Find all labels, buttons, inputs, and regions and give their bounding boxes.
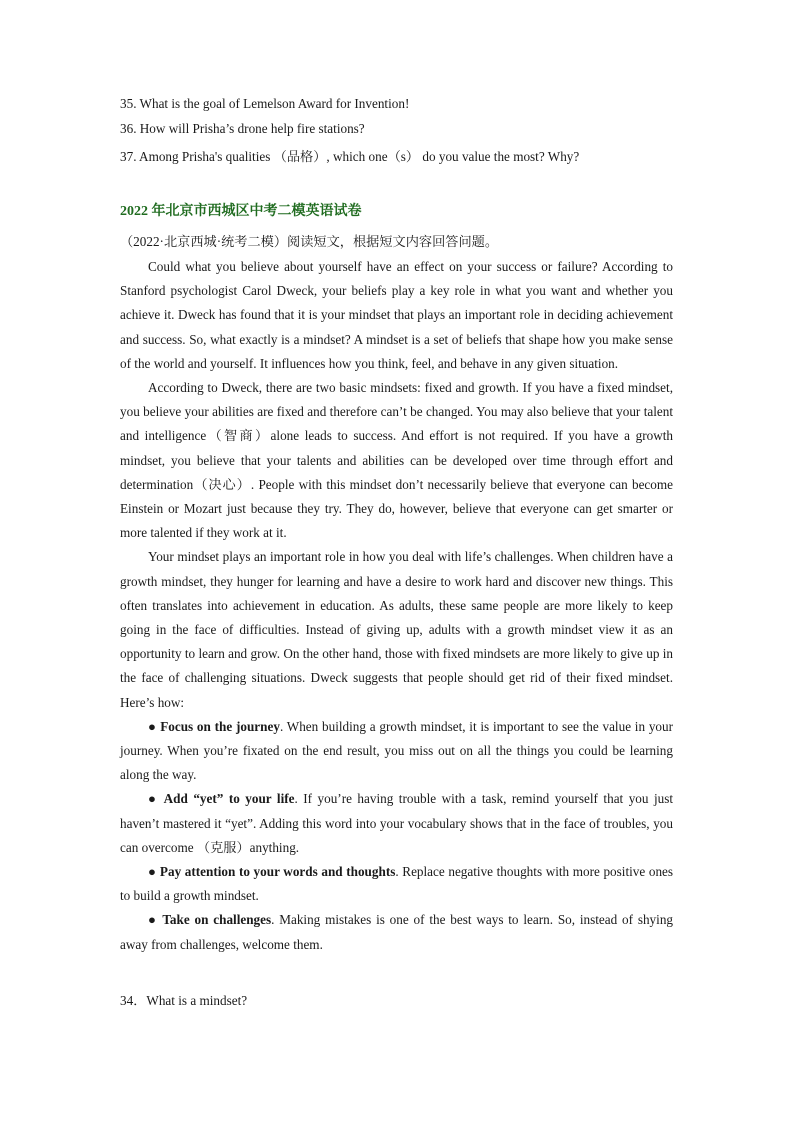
question-37: 37. Among Prisha's qualities （品格）, which one（s） do you value the most? Why? (120, 149, 580, 164)
section-title: 2022 年北京市西城区中考二模英语试卷 (120, 204, 362, 219)
paragraph-1: Could what you believe about yourself have an effect on your success or failure? According to Stanford psychologist Carol Dweck, your beliefs play a key role in what you want and whether you achieve it. Dweck has found that it is your mindset that plays an important role in deciding achievement and success. So, what exactly is a mindset? A mindset is a set of beliefs that shape how you make sense of the world and yourself. It influences how you think, feel, and behave in any given situation. (120, 259, 673, 371)
bullet-title: Pay attention to your words and thoughts (159, 864, 396, 880)
article-body (120, 255, 673, 957)
bullet-marker: ● (148, 791, 159, 807)
bullet-text: . Making mistakes is one of the best ways to learn. So, instead of shying away from challenges, welcome them. (120, 912, 674, 952)
bullet-marker: ● (148, 912, 158, 928)
bullet-text: . When building a growth mindset, it is important to see the value in your journey. When you’re fixated on the end result, you miss out on all the things you could be learning along the way. (120, 718, 674, 783)
bullet-text: . If you’re having trouble with a task, remind yourself that you just haven’t mastered it “yet”. Adding this word into your vocabulary shows that in the face of troubles, you can overcome （克服）anything. (120, 791, 674, 855)
question-35: 35. What is the goal of Lemelson Award for Invention! (120, 96, 410, 111)
bullet-4 (120, 908, 673, 956)
question-34: 34．What is a mindset? (120, 993, 248, 1008)
bullet-text: . Replace negative thoughts with more positive ones to build a growth mindset. (120, 864, 674, 904)
bullet-marker: ● (148, 864, 157, 880)
bullet-title: Take on challenges (162, 912, 272, 928)
question-36: 36. How will Prisha’s drone help fire stations? (120, 121, 365, 136)
paragraph-3: Your mindset plays an important role in how you deal with life’s challenges. When children have a growth mindset, they hunger for learning and have a desire to work hard and discover new things. This often translates into achievement in education. As adults, these same people are more likely to keep going in the face of difficulties. Instead of giving up, adults with a growth mindset view it as an opportunity to learn and grow. On the other hand, those with fixed mindsets are more likely to give up in the face of challenging situations. Dweck suggests that people should get rid of their fixed mindset. Here’s how: (120, 549, 673, 710)
bullet-title: Add “yet” to your life (163, 791, 295, 807)
bullet-3 (120, 860, 673, 908)
bullet-1 (120, 715, 673, 788)
paragraph-2: According to Dweck, there are two basic mindsets: fixed and growth. If you have a fixed mindset, you believe your abilities are fixed and therefore can’t be changed. You may also believe that your talent and intelligence（智商）alone leads to success. And effort is not required. If you have a growth mindset, you believe that your talents and abilities can be developed over time through effort and determination（决心）. People with this mindset don’t necessarily believe that everyone can become Einstein or Mozart just because they try. They do, however, believe that everyone can get smarter or more talented if they work at it. (120, 380, 673, 541)
bullet-2 (120, 787, 673, 860)
source-line: （2022·北京西城·统考二模）阅读短文，根据短文内容回答问题。 (120, 234, 499, 249)
bullet-title: Focus on the journey (160, 718, 280, 734)
bullet-marker: ● (148, 718, 157, 734)
